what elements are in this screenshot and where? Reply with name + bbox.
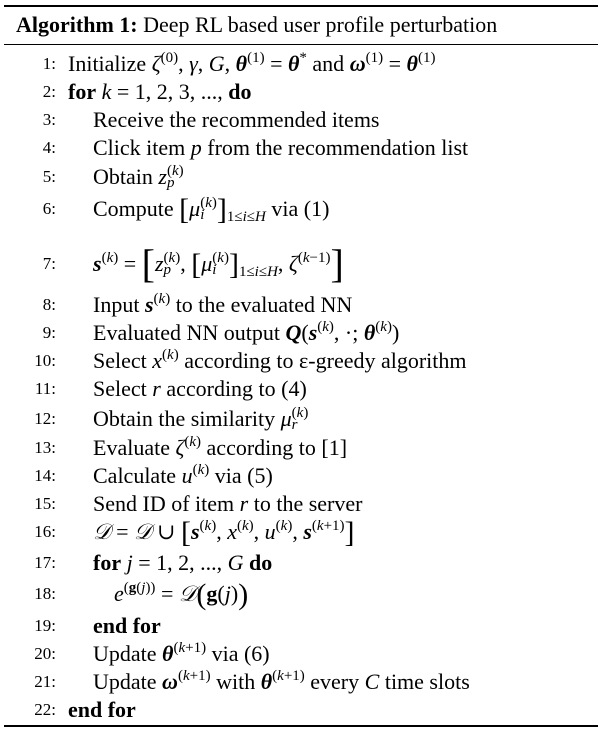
line-content: for j = 1, 2, ..., G do [93, 550, 273, 575]
line-content: Calculate $u^{(k)}$ via (5) [93, 462, 273, 488]
line-content: Evaluate $\zeta^{(k)}$ according to [1] [93, 434, 348, 460]
algo-line-14 [2, 462, 600, 490]
algo-line-9 [2, 319, 600, 347]
line-number: 18: [34, 584, 56, 603]
algo-line-7 [2, 241, 600, 286]
algo-line-6 [2, 193, 600, 226]
algo-line-18 [2, 578, 600, 611]
line-content: Update $\theta^{(k+1)}$ via (6) [93, 640, 270, 666]
algo-line-19 [2, 612, 600, 640]
line-number: 3: [42, 110, 56, 129]
line-number: 13: [34, 438, 56, 457]
line-number: 19: [34, 616, 56, 635]
line-content: end for [68, 697, 136, 722]
algo-line-1 [2, 50, 600, 78]
top-rule [4, 5, 598, 7]
line-number: 10: [34, 351, 56, 370]
line-content: $e^{(g(j))}$ = 𝒟(g(j)) [114, 578, 249, 611]
line-number: 17: [34, 553, 56, 572]
line-number: 8: [42, 295, 56, 314]
algo-line-20 [2, 640, 600, 668]
algo-line-8 [2, 291, 600, 319]
algo-line-16 [2, 516, 600, 549]
line-content: Obtain z (k) p [93, 162, 184, 191]
algo-line-12 [2, 405, 600, 433]
line-number: 2: [42, 82, 56, 101]
line-content: $s^{(k)} = [z$ (k) p , [μ (k) i ]$_{1\le i\le H}$, $\zeta^{(k-1)}$] [93, 241, 344, 286]
line-content: Click item p from the recommendation list [93, 135, 469, 160]
line-content: Update $\omega^{(k+1)}$ with $\theta^{(k+1)}$ every C time slots [93, 668, 470, 694]
line-content: Select $x^{(k)}$ according to ε-greedy algorithm [93, 347, 467, 373]
line-content: 𝒟 = 𝒟 ∪ [$s^{(k)}$, $x^{(k)}$, $u^{(k)}$, $s^{(k+1)}$] [93, 516, 355, 549]
algo-line-15 [2, 490, 600, 518]
algo-line-13 [2, 434, 600, 462]
line-content: Select r according to (4) [93, 376, 307, 401]
line-content: Receive the recommended items [93, 107, 380, 132]
line-number: 7: [42, 254, 56, 273]
algorithm-box [2, 0, 600, 734]
line-content: Send ID of item r to the server [93, 491, 363, 516]
line-number: 1: [42, 54, 56, 73]
algo-line-10 [2, 347, 600, 375]
algo-line-3 [2, 106, 600, 134]
line-number: 4: [42, 138, 56, 157]
bottom-rule [4, 725, 598, 727]
line-number: 9: [42, 323, 56, 342]
line-number: 22: [34, 700, 56, 719]
line-number: 12: [34, 409, 56, 428]
line-number: 5: [42, 167, 56, 186]
algo-line-21 [2, 668, 600, 696]
line-number: 16: [34, 522, 56, 541]
line-content: end for [93, 613, 161, 638]
algo-line-11 [2, 375, 600, 403]
line-content: Initialize $\zeta^{(0)}$, γ, G, $\theta^{(1)} = \theta^*$ and $\omega^{(1)} = \theta^{(1)}$ [68, 50, 436, 76]
algorithm-title-text: Deep RL based user profile perturbation [143, 12, 498, 37]
line-content: Evaluated NN output $Q(s^{(k)}$, ·; $\theta^{(k)}$) [93, 319, 400, 345]
line-number: 21: [34, 672, 56, 691]
algorithm-title [16, 11, 497, 39]
line-content: Compute [μ (k) i ]$_{1\le i\le H}$ via (1) [93, 193, 330, 226]
algo-line-2 [2, 78, 600, 106]
line-number: 11: [34, 379, 56, 398]
line-number: 20: [34, 644, 56, 663]
line-number: 14: [34, 466, 56, 485]
algo-line-17 [2, 549, 600, 577]
algo-line-4 [2, 134, 600, 162]
line-content: Input $s^{(k)}$ to the evaluated NN [93, 291, 353, 317]
header-rule [4, 44, 598, 45]
line-number: 6: [42, 199, 56, 218]
line-content: for k = 1, 2, 3, ..., do [68, 79, 252, 104]
line-content: Obtain the similarity μ (k) r [93, 404, 309, 433]
algo-line-22 [2, 696, 600, 724]
algorithm-label: Algorithm 1: [16, 12, 138, 37]
line-number: 15: [34, 494, 56, 513]
algo-line-5 [2, 163, 600, 191]
